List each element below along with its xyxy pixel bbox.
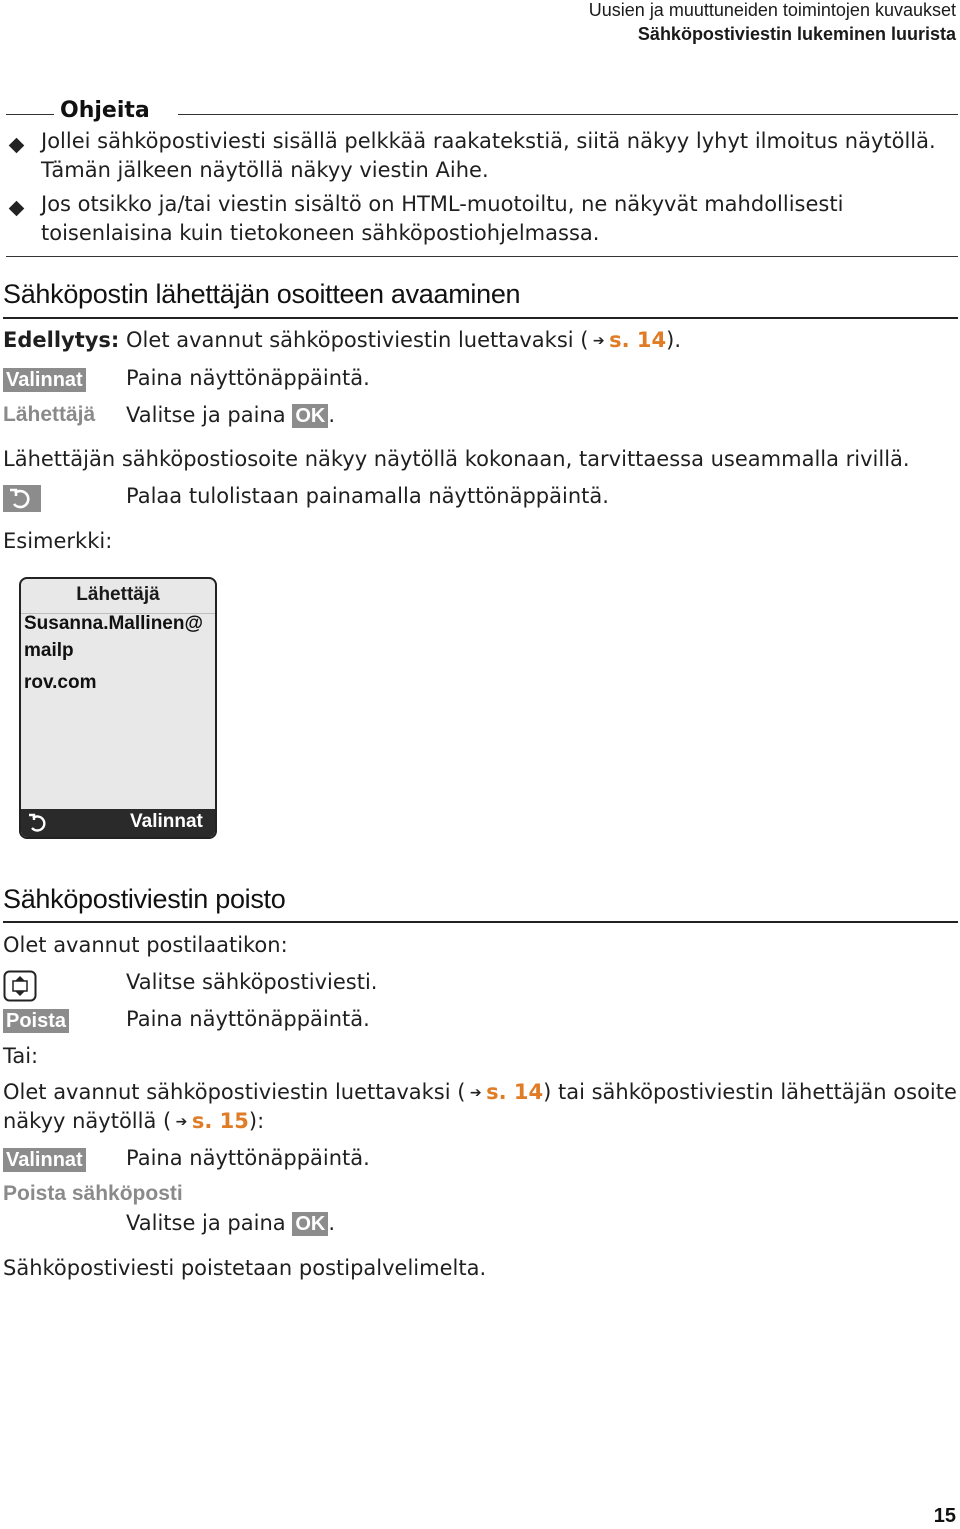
step-select: Valitse ja paina OK .: [126, 1211, 336, 1235]
display-line: rov.com: [24, 672, 97, 693]
softkey-valinnat: Valinnat: [3, 1148, 86, 1172]
back-icon[interactable]: [25, 811, 49, 839]
running-header-section: Sähköpostiviestin lukeminen luurista: [637, 24, 956, 44]
section-title-delete: Sähköpostiviestin poisto: [3, 884, 286, 914]
section-rule: [3, 921, 958, 923]
page-number: 15: [933, 1505, 956, 1527]
bullet-icon: [11, 136, 22, 155]
page-link[interactable]: s. 15: [191, 1109, 249, 1133]
step-text: Paina näyttönäppäintä.: [126, 366, 370, 390]
note-1-line-2: Tämän jälkeen näytöllä näkyy viestin Aihe.: [41, 158, 489, 182]
step-text: Paina näyttönäppäintä.: [126, 1007, 370, 1031]
info-text: Lähettäjän sähköpostiosoite näkyy näytöllä kokonaan, tarvittaessa useammalla rivillä.: [3, 447, 910, 471]
note-1-line-1: Jollei sähköpostiviesti sisällä pelkkää raakatekstiä, siitä näkyy lyhyt ilmoitus näytöllä.: [41, 129, 936, 153]
prereq-end: ).: [666, 328, 682, 352]
arrow-right-icon: ➔: [588, 333, 610, 349]
display-softkey-bar: [21, 809, 215, 837]
menu-label-poista-sahkoposti: Poista sähköposti: [3, 1182, 183, 1205]
softkey-poista: Poista: [3, 1009, 69, 1033]
notes-title: Ohjeita: [60, 98, 150, 123]
step-text: Valitse sähköpostiviesti.: [126, 970, 378, 994]
prereq-text: Olet avannut sähköpostiviestin luettavaksi (: [126, 328, 589, 352]
prereq-label: Edellytys:: [3, 328, 120, 352]
notes-rule-right: [178, 114, 958, 115]
notes-bottom-rule: [6, 256, 958, 257]
back-text: Palaa tulolistaan painamalla näyttönäppäintä.: [126, 484, 609, 508]
ok-key: OK: [292, 404, 328, 428]
alt-line-2: näkyy näytöllä ( ➔ s. 15):: [3, 1109, 265, 1133]
section-title-open-sender: Sähköpostin lähettäjän osoitteen avaaminen: [3, 279, 521, 309]
section-rule: [3, 317, 958, 319]
display-line: mailp: [24, 640, 74, 661]
navigation-key-icon: [3, 970, 37, 1006]
or-label: Tai:: [3, 1044, 39, 1068]
step-text: Paina näyttönäppäintä.: [126, 1146, 370, 1170]
softkey-valinnat[interactable]: Valinnat: [130, 811, 203, 832]
page-link[interactable]: s. 14: [609, 328, 667, 352]
page-link[interactable]: s. 14: [486, 1080, 544, 1104]
running-header-chapter: Uusien ja muuttuneiden toimintojen kuvaukset: [588, 0, 956, 20]
display-title: Lähettäjä: [21, 579, 215, 614]
prerequisite: [3, 328, 681, 352]
alt-line-1: Olet avannut sähköpostiviestin luettavaksi ( ➔ s. 14) tai sähköpostiviestin lähettäjän osoite: [3, 1080, 957, 1104]
display-line: Susanna.Mallinen@: [24, 613, 204, 634]
arrow-right-icon: ➔: [465, 1085, 487, 1101]
menu-label-lahettaja: Lähettäjä: [3, 403, 96, 426]
note-2-line-1: Jos otsikko ja/tai viestin sisältö on HTML-muotoiltu, ne näkyvät mahdollisesti: [41, 192, 844, 216]
intro-text: Olet avannut postilaatikon:: [3, 933, 288, 957]
ok-key: OK: [292, 1212, 328, 1236]
bullet-icon: [11, 199, 22, 218]
back-key-icon: [3, 485, 41, 512]
handset-display: [19, 577, 217, 839]
arrow-right-icon: ➔: [171, 1114, 192, 1130]
step-select: Valitse ja paina OK .: [126, 403, 336, 427]
result-text: Sähköpostiviesti poistetaan postipalvelimelta.: [3, 1256, 487, 1280]
softkey-valinnat: Valinnat: [3, 368, 86, 392]
example-label: Esimerkki:: [3, 529, 113, 553]
notes-rule-left: [6, 114, 54, 115]
note-2-line-2: toisenlaisina kuin tietokoneen sähköpostiohjelmassa.: [41, 221, 600, 245]
